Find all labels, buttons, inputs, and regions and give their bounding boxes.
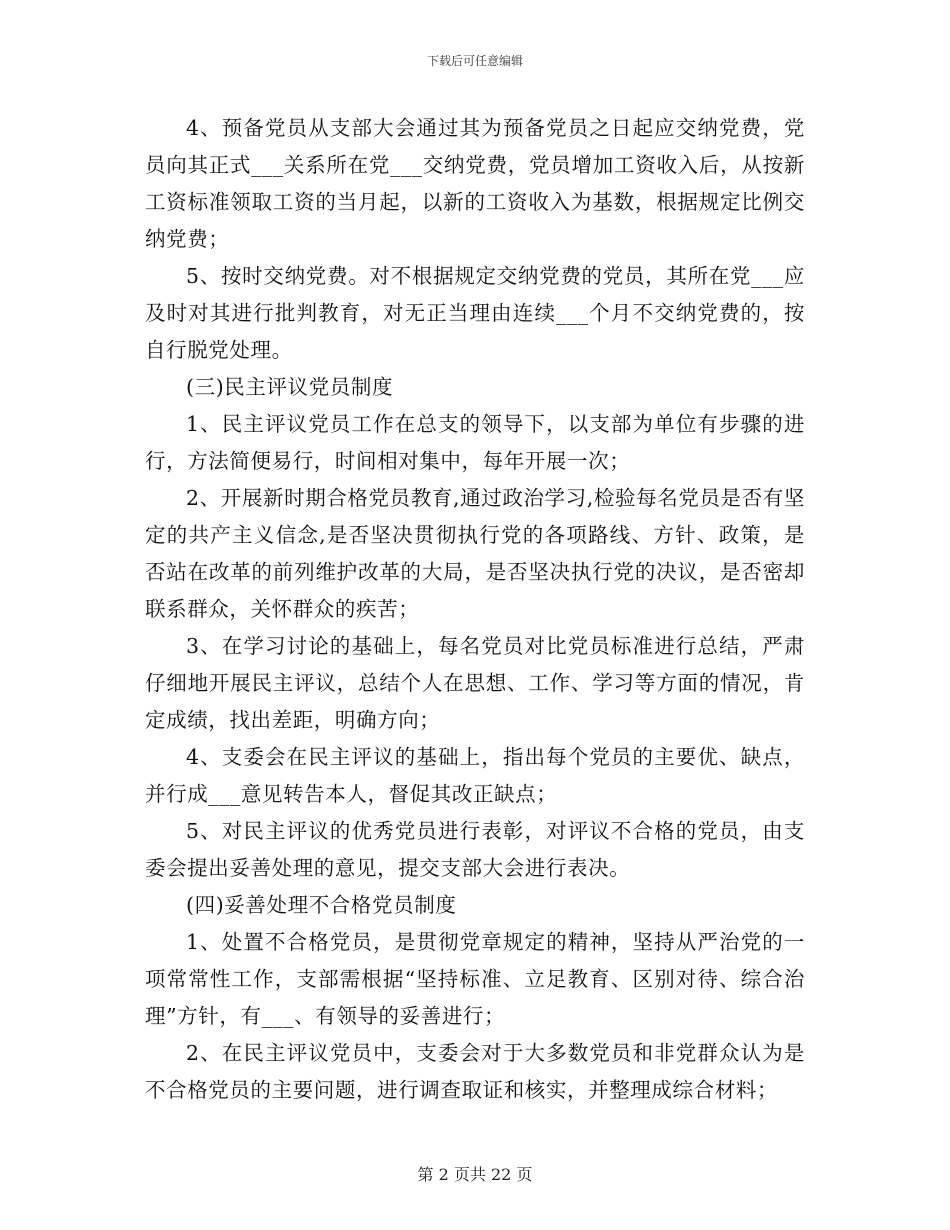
- paragraph: 1、民主评议党员工作在总支的领导下，以支部为单位有步骤的进行，方法简便易行，时间相对集中，每年开展一次；: [145, 412, 805, 473]
- section-heading: (三)民主评议党员制度: [186, 375, 394, 399]
- paragraph: 5、按时交纳党费。对不根据规定交纳党费的党员，其所在党___应及时对其进行批判教育，对无正当理由连续___个月不交纳党费的，按自行脱党处理。: [145, 264, 805, 362]
- page-header: 下载后可任意编辑: [426, 54, 523, 68]
- paragraph: 4、预备党员从支部大会通过其为预备党员之日起应交纳党费，党员向其正式___关系所在党___交纳党费，党员增加工资收入后，从按新工资标准领取工资的当月起，以新的工资收入为基数，根据规定比例交纳党费；: [145, 116, 805, 251]
- paragraph: 5、对民主评议的优秀党员进行表彰，对评议不合格的党员，由支委会提出妥善处理的意见，提交支部大会进行表决。: [145, 819, 805, 880]
- paragraph: 2、在民主评议党员中，支委会对于大多数党员和非党群众认为是不合格党员的主要问题，进行调查取证和核实，并整理成综合材料；: [145, 1041, 805, 1102]
- paragraph: 4、支委会在民主评议的基础上，指出每个党员的主要优、缺点，并行成___意见转告本人，督促其改正缺点；: [145, 745, 805, 806]
- paragraph: 3、在学习讨论的基础上，每名党员对比党员标准进行总结，严肃仔细地开展民主评议，总结个人在思想、工作、学习等方面的情况，肯定成绩，找出差距，明确方向；: [145, 634, 805, 732]
- paragraph: 1、处置不合格党员，是贯彻党章规定的精神，坚持从严治党的一项常常性工作，支部需根据“坚持标准、立足教育、区别对待、综合治理”方针，有___、有领导的妥善进行；: [145, 930, 805, 1028]
- document-body: [145, 110, 805, 1109]
- section-heading: (四)妥善处理不合格党员制度: [186, 893, 457, 917]
- page-number-footer: 第 2 页共 22 页: [417, 1165, 533, 1184]
- paragraph: 2、开展新时期合格党员教育,通过政治学习,检验每名党员是否有坚定的共产主义信念,是否坚决贯彻执行党的各项路线、方针、政策，是否站在改革的前列维护改革的大局，是否坚决执行党的决议，是否密却联系群众，关怀群众的疾苦；: [145, 486, 805, 621]
